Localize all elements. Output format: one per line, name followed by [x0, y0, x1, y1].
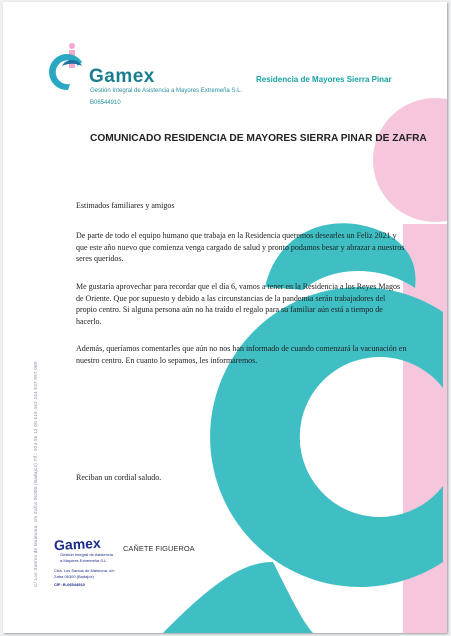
stamp-line: CIF: B-06544910 [54, 582, 85, 587]
watermark-teal-swoosh [163, 562, 313, 633]
company-name: Gestión Integral de Asistencia a Mayores Extremeña S.L. [90, 88, 243, 94]
stamp-line: Gestión Integral de Asistencia [60, 552, 113, 557]
letter-title: COMUNICADO RESIDENCIA DE MAYORES SIERRA PINAR DE ZAFRA [90, 133, 427, 144]
signer-name: CAÑETE FIGUEROA [123, 544, 195, 553]
stamp-line: a Mayores Extremeña S.L. [60, 558, 108, 563]
company-stamp [46, 536, 126, 596]
paragraph-1: De parte de todo el equipo humano que trabaja en la Residencia queremos desearles un Feliz 2021 y que este año nuevo que comienza venga cargado de salud y pronto podamos besar y abrazar a nuestros seres queridos. [76, 231, 405, 263]
paragraph-2: Me gustaría aprovechar para recordar que el día 6, vamos a tener en la Residencia a los Reyes Magos de Oriente. Que por supuesto y debido a las circunstancias de la pandemia serán trabajadores del propio centro. Si alguna persona aún no ha traído el regalo para su familiar aún está a tiempo de hacerlo. [76, 282, 401, 326]
stamp-line: Ctra. Los Santos de Maimona, s/n [54, 568, 115, 573]
vertical-contact-text: C/ Los Santos de Maimona, s/n Zafra 06300 (Badajoz) Tlf.: 924 55 12 00 616 442 244 637 897 085 [33, 361, 38, 587]
closing: Reciban un cordial saludo. [76, 473, 162, 482]
stamp-brand: Gamex [53, 534, 102, 554]
greeting: Estimados familiares y amigos [76, 201, 175, 210]
brand-name: Gamex [89, 66, 155, 87]
residence-name: Residencia de Mayores Sierra Pinar [256, 75, 392, 84]
letter-page [3, 2, 447, 633]
paragraph-3: Además, queríamos comentarles que aún no nos han informado de cuando comenzará la vacunación en nuestro centro. En cuanto lo sepamos, les informaremos. [76, 344, 407, 365]
gamex-logo-icon [48, 42, 93, 97]
stamp-line: Zafra 06300 (Badajoz) [54, 574, 94, 579]
company-cif: B06544910 [90, 100, 121, 106]
